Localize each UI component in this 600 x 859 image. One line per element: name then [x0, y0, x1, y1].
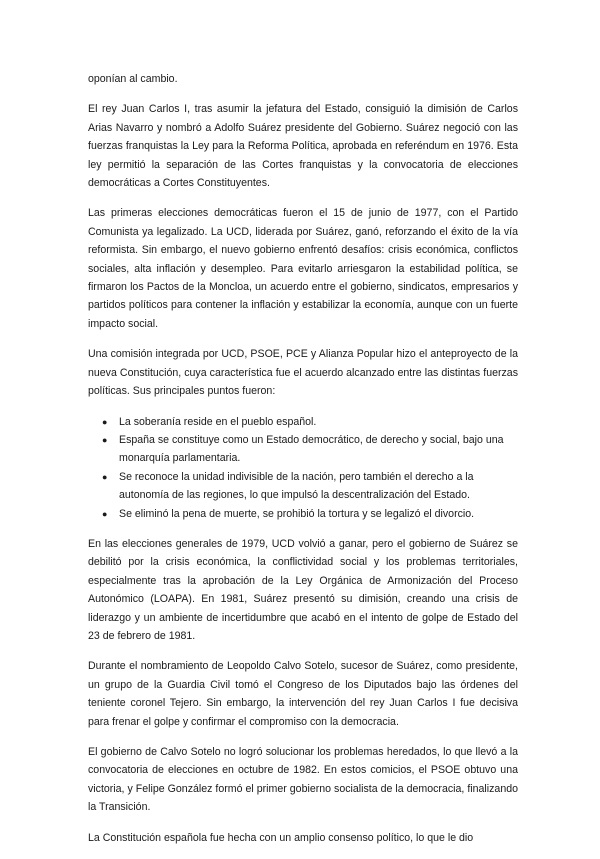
constitution-points-list: [88, 413, 518, 523]
list-item-text: La soberanía reside en el pueblo español.: [119, 415, 317, 428]
bullet-icon: ●: [102, 416, 108, 427]
list-item: [88, 468, 518, 505]
paragraph-calvo-sotelo: El gobierno de Calvo Sotelo no logró solucionar los problemas heredados, lo que llevó a la convocatoria de elecciones en octubre de 1982. En estos comicios, el PSOE obtuvo una victoria, y Felipe González formó el primer gobierno socialista de la democracia, finalizando la Transición.: [88, 746, 518, 814]
list-item-text: Se eliminó la pena de muerte, se prohibió la tortura y se legalizó el divorcio.: [119, 507, 475, 520]
paragraph-comision-constitucion: Una comisión integrada por UCD, PSOE, PCE y Alianza Popular hizo el anteproyecto de la nueva Constitución, cuya característica fue el acuerdo alcanzado entre las distintas fuerzas políticas. Sus principales puntos fueron:: [88, 348, 518, 398]
bullet-icon: ●: [102, 434, 108, 445]
bullet-icon: ●: [102, 508, 108, 519]
document-page: [88, 70, 518, 859]
paragraph-continuation: oponían al cambio.: [88, 73, 178, 85]
paragraph-golpe-estado: Durante el nombramiento de Leopoldo Calvo Sotelo, sucesor de Suárez, como presidente, un grupo de la Guardia Civil tomó el Congreso de los Diputados bajo las órdenes del teniente coronel Tejero. Sin embargo, la intervención del rey Juan Carlos I fue decisiva para frenar el golpe y confirmar el compromiso con la democracia.: [88, 660, 518, 728]
list-item-text: España se constituye como un Estado democrático, de derecho y social, bajo una monarquía parlamentaria.: [119, 433, 504, 465]
paragraph-constitucion-consenso: La Constitución española fue hecha con un amplio consenso político, lo que le dio: [88, 831, 474, 844]
paragraph-elecciones-1977: Las primeras elecciones democráticas fueron el 15 de junio de 1977, con el Partido Comunista ya legalizado. La UCD, liderada por Suárez, ganó, reforzando el éxito de la vía reformista. Sin embargo, el nuevo gobierno enfrentó desafíos: crisis económica, conflictos sociales, alta inflación y desempleo. Para evitarlo arriesgaron la estabilidad política, se firmaron los Pactos de la Moncloa, un acuerdo entre el gobierno, sindicatos, empresarios y partidos políticos para contener la inflación y estabilizar la economía, aunque con un fuerte impacto social.: [88, 207, 518, 330]
paragraph-juan-carlos: El rey Juan Carlos I, tras asumir la jefatura del Estado, consiguió la dimisión de Carlos Arias Navarro y nombró a Adolfo Suárez presidente del Gobierno. Suárez negoció con las fuerzas franquistas la Ley para la Reforma Política, aprobada en referéndum en 1976. Esta ley permitió la separación de las Cortes franquistas y la convocatoria de elecciones democráticas a Cortes Constituyentes.: [88, 103, 518, 190]
bullet-icon: ●: [102, 471, 108, 482]
list-item: [88, 505, 518, 523]
paragraph-elecciones-1979: En las elecciones generales de 1979, UCD volvió a ganar, pero el gobierno de Suárez se debilitó por la crisis económica, la conflictividad social y los problemas territoriales, especialmente tras la aprobación de la Ley Orgánica de Armonización del Proceso Autonómico (LOAPA). En 1981, Suárez presentó su dimisión, creando una crisis de liderazgo y un ambiente de incertidumbre que acabó en el intento de golpe de Estado del 23 de febrero de 1981.: [88, 537, 518, 642]
list-item: [88, 431, 518, 468]
list-item-text: Se reconoce la unidad indivisible de la nación, pero también el derecho a la autonomía de las regiones, lo que impulsó la descentralización del Estado.: [119, 470, 474, 502]
list-item: [88, 413, 518, 431]
